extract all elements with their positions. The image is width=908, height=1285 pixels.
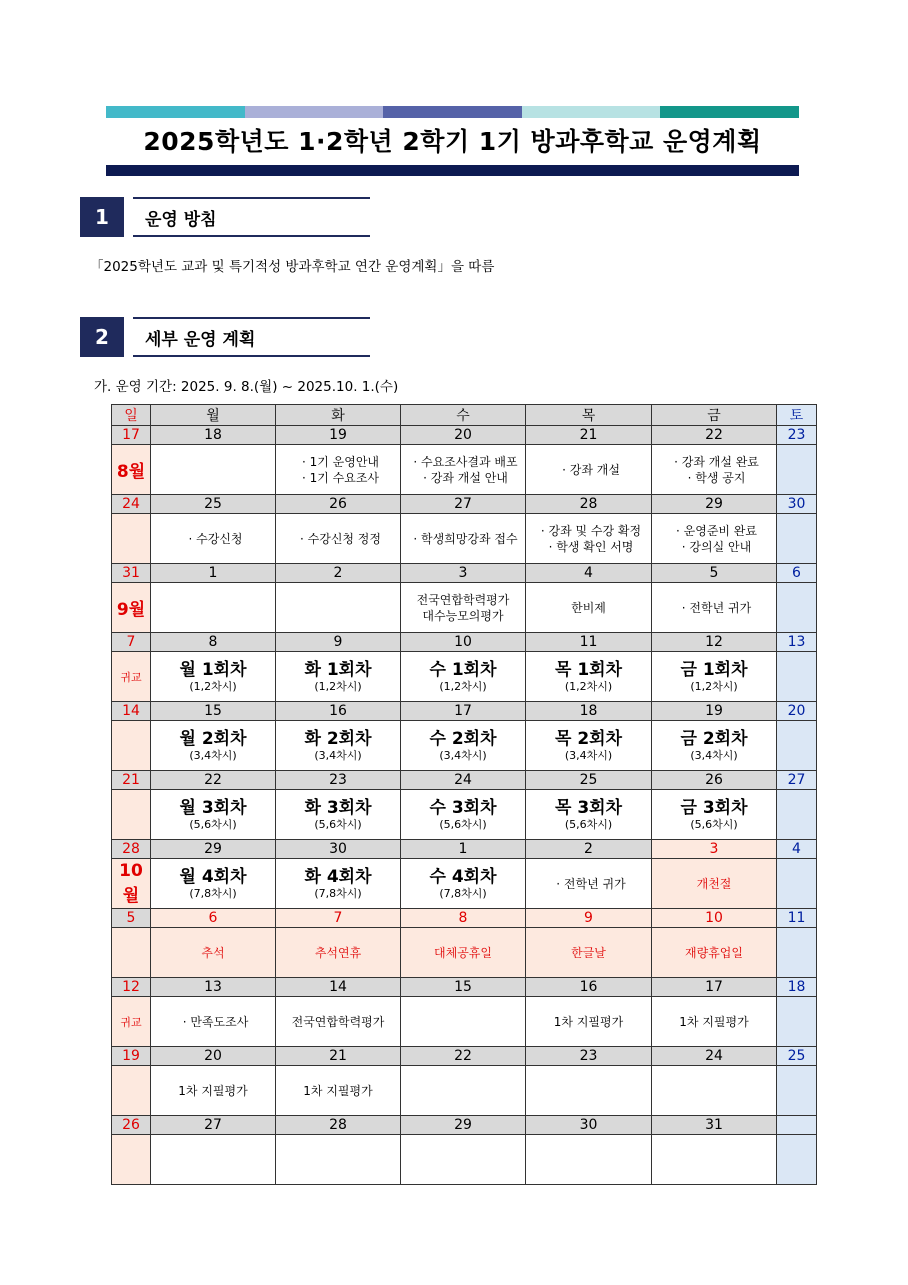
- date-number: 24: [401, 771, 526, 790]
- date-number: 12: [652, 633, 777, 652]
- session-periods: (5,6차시): [314, 817, 362, 831]
- day-cell: [777, 859, 817, 909]
- weekday-header: 금: [652, 405, 777, 426]
- date-number: 27: [777, 771, 817, 790]
- date-number: 13: [777, 633, 817, 652]
- color-segment: [106, 106, 245, 118]
- day-cell: [652, 790, 777, 840]
- day-cell: [151, 1135, 276, 1185]
- event-label: 한비제: [571, 600, 606, 615]
- session-label: 수 4회차: [429, 866, 497, 887]
- holiday-label: 대체공휴일: [434, 945, 492, 960]
- session-periods: (1,2차시): [189, 679, 237, 693]
- date-number: 11: [526, 633, 652, 652]
- month-label: 10월: [119, 861, 143, 906]
- day-cell: [777, 583, 817, 633]
- session-label: 화 2회차: [304, 728, 372, 749]
- date-number: 21: [276, 1047, 401, 1066]
- date-number: 7: [276, 909, 401, 928]
- session-label: 목 1회차: [554, 659, 622, 680]
- weekday-header: 목: [526, 405, 652, 426]
- day-cell: [276, 928, 401, 978]
- title-underline: [106, 165, 799, 176]
- week-label-cell: [112, 1066, 151, 1116]
- schedule-item: · 학생희망강좌 접수: [413, 531, 518, 546]
- date-number: 31: [652, 1116, 777, 1135]
- date-number: 23: [276, 771, 401, 790]
- date-number: 30: [777, 495, 817, 514]
- day-cell: [526, 583, 652, 633]
- week-label-cell: [112, 1135, 151, 1185]
- day-cell: [401, 997, 526, 1047]
- session-periods: (3,4차시): [564, 748, 613, 762]
- date-number: 3: [652, 840, 777, 859]
- session-label: 금 3회차: [680, 797, 748, 818]
- schedule-item: · 강좌 개설 완료: [674, 454, 759, 469]
- schedule-item: · 전학년 귀가: [556, 876, 626, 891]
- session-label: 금 1회차: [680, 659, 748, 680]
- date-number: 27: [401, 495, 526, 514]
- date-number: 5: [112, 909, 151, 928]
- section-2-title: 세부 운영 계획: [133, 317, 370, 357]
- schedule-item: · 강의실 안내: [681, 539, 752, 554]
- day-cell: [401, 790, 526, 840]
- day-cell: [276, 1135, 401, 1185]
- date-number: 10: [652, 909, 777, 928]
- day-cell: [276, 997, 401, 1047]
- event-label: 1차 지필평가: [553, 1014, 624, 1029]
- section-1-number: 1: [80, 197, 124, 237]
- schedule-item: · 강좌 개설: [562, 462, 620, 477]
- date-number: [777, 1116, 817, 1135]
- date-number: 29: [151, 840, 276, 859]
- session-label: 수 2회차: [429, 728, 497, 749]
- day-cell: [401, 859, 526, 909]
- date-number: 8: [401, 909, 526, 928]
- session-label: 월 1회차: [179, 659, 247, 680]
- date-number: 29: [401, 1116, 526, 1135]
- session-periods: (5,6차시): [564, 817, 613, 831]
- date-number: 21: [112, 771, 151, 790]
- day-cell: [652, 652, 777, 702]
- event-label: 1차 지필평가: [178, 1083, 248, 1098]
- day-cell: [401, 583, 526, 633]
- date-number: 10: [401, 633, 526, 652]
- date-number: 9: [276, 633, 401, 652]
- date-number: 30: [526, 1116, 652, 1135]
- date-number: 28: [276, 1116, 401, 1135]
- date-number: 18: [777, 978, 817, 997]
- week-label-cell: [112, 721, 151, 771]
- session-label: 금 2회차: [680, 728, 748, 749]
- day-cell: [526, 1135, 652, 1185]
- session-periods: (3,4차시): [690, 748, 738, 762]
- holiday-label: 한글날: [571, 945, 606, 960]
- session-periods: (7,8차시): [314, 886, 362, 900]
- date-number: 17: [401, 702, 526, 721]
- day-cell: [526, 514, 652, 564]
- day-cell: [652, 1135, 777, 1185]
- day-cell: [777, 445, 817, 495]
- week-label-cell: [112, 859, 151, 909]
- week-label-cell: [112, 445, 151, 495]
- day-cell: [526, 859, 652, 909]
- day-cell: [652, 514, 777, 564]
- day-cell: [526, 652, 652, 702]
- day-cell: [777, 514, 817, 564]
- date-number: 18: [151, 426, 276, 445]
- date-number: 25: [151, 495, 276, 514]
- date-number: 20: [401, 426, 526, 445]
- color-segment: [383, 106, 522, 118]
- event-label: 1차 지필평가: [303, 1083, 373, 1098]
- schedule-item: · 운영준비 완료: [676, 523, 757, 538]
- day-cell: [276, 721, 401, 771]
- date-number: 12: [112, 978, 151, 997]
- day-cell: [401, 514, 526, 564]
- day-cell: [652, 445, 777, 495]
- date-number: 15: [401, 978, 526, 997]
- month-label: 9월: [116, 600, 146, 620]
- date-number: 17: [652, 978, 777, 997]
- holiday-label: 개천절: [696, 876, 732, 891]
- weekday-header: 월: [151, 405, 276, 426]
- schedule-calendar: [111, 404, 817, 1185]
- date-number: 4: [526, 564, 652, 583]
- day-cell: [526, 1066, 652, 1116]
- event-label: 1차 지필평가: [679, 1014, 749, 1029]
- date-number: 16: [526, 978, 652, 997]
- day-cell: [652, 859, 777, 909]
- date-number: 26: [112, 1116, 151, 1135]
- schedule-item: · 수강신청 정정: [300, 531, 381, 546]
- day-cell: [151, 928, 276, 978]
- date-number: 2: [526, 840, 652, 859]
- date-number: 23: [526, 1047, 652, 1066]
- date-number: 25: [777, 1047, 817, 1066]
- schedule-item: · 1기 수요조사: [301, 470, 380, 485]
- weekday-header: 수: [401, 405, 526, 426]
- session-periods: (5,6차시): [189, 817, 237, 831]
- session-label: 목 3회차: [554, 797, 622, 818]
- date-number: 21: [526, 426, 652, 445]
- date-number: 22: [401, 1047, 526, 1066]
- week-label-cell: [112, 790, 151, 840]
- section-2-number: 2: [80, 317, 124, 357]
- schedule-item: · 수강신청: [188, 531, 243, 546]
- session-periods: (7,8차시): [439, 886, 487, 900]
- date-number: 6: [151, 909, 276, 928]
- date-number: 22: [151, 771, 276, 790]
- session-label: 화 3회차: [304, 797, 372, 818]
- day-cell: [151, 721, 276, 771]
- date-number: 6: [777, 564, 817, 583]
- month-label: 8월: [116, 462, 146, 482]
- holiday-label: 추석: [201, 945, 225, 960]
- week-label-cell: [112, 514, 151, 564]
- weekday-header: 화: [276, 405, 401, 426]
- date-number: 20: [777, 702, 817, 721]
- day-cell: [276, 445, 401, 495]
- session-periods: (3,4차시): [189, 748, 237, 762]
- day-cell: [276, 790, 401, 840]
- schedule-item: · 수요조사결과 배포: [413, 454, 518, 469]
- date-number: 14: [112, 702, 151, 721]
- day-cell: [777, 928, 817, 978]
- schedule-item: · 학생 확인 서명: [548, 539, 634, 554]
- date-number: 7: [112, 633, 151, 652]
- week-label-cell: [112, 928, 151, 978]
- day-cell: [401, 1135, 526, 1185]
- holiday-label: 재량휴업일: [685, 945, 743, 960]
- schedule-item: · 학생 공지: [687, 470, 746, 485]
- day-cell: [777, 1066, 817, 1116]
- session-label: 목 2회차: [554, 728, 622, 749]
- date-number: 1: [151, 564, 276, 583]
- event-label: 전국연합학력평가: [291, 1014, 385, 1029]
- week-label-cell: [112, 652, 151, 702]
- date-number: 30: [276, 840, 401, 859]
- session-periods: (3,4차시): [314, 748, 362, 762]
- day-cell: [526, 928, 652, 978]
- date-number: 24: [112, 495, 151, 514]
- schedule-item: · 만족도조사: [182, 1014, 249, 1029]
- date-number: 17: [112, 426, 151, 445]
- date-number: 11: [777, 909, 817, 928]
- event-label: 전국연합학력평가: [416, 592, 510, 607]
- date-number: 2: [276, 564, 401, 583]
- date-number: 31: [112, 564, 151, 583]
- color-segment: [660, 106, 799, 118]
- date-number: 28: [112, 840, 151, 859]
- session-periods: (3,4차시): [439, 748, 487, 762]
- day-cell: [777, 790, 817, 840]
- session-periods: (1,2차시): [314, 679, 362, 693]
- day-cell: [652, 1066, 777, 1116]
- day-cell: [151, 445, 276, 495]
- day-cell: [151, 997, 276, 1047]
- day-cell: [401, 928, 526, 978]
- date-number: 8: [151, 633, 276, 652]
- date-number: 29: [652, 495, 777, 514]
- day-cell: [276, 514, 401, 564]
- day-cell: [401, 721, 526, 771]
- session-periods: (1,2차시): [564, 679, 613, 693]
- week-label-cell: [112, 583, 151, 633]
- day-cell: [652, 928, 777, 978]
- session-label: 월 4회차: [179, 866, 247, 887]
- date-number: 9: [526, 909, 652, 928]
- color-segment: [245, 106, 384, 118]
- schedule-item: · 1기 운영안내: [301, 454, 380, 469]
- day-cell: [526, 790, 652, 840]
- day-cell: [401, 445, 526, 495]
- event-label: 대수능모의평가: [422, 608, 504, 623]
- day-cell: [526, 445, 652, 495]
- day-cell: [151, 514, 276, 564]
- day-cell: [151, 583, 276, 633]
- session-periods: (1,2차시): [690, 679, 738, 693]
- session-label: 월 3회차: [179, 797, 247, 818]
- date-number: 26: [652, 771, 777, 790]
- day-cell: [777, 1135, 817, 1185]
- date-number: 23: [777, 426, 817, 445]
- date-number: 19: [276, 426, 401, 445]
- day-cell: [401, 652, 526, 702]
- schedule-item: · 강좌 개설 안내: [423, 470, 508, 485]
- date-number: 27: [151, 1116, 276, 1135]
- day-cell: [151, 859, 276, 909]
- day-cell: [276, 859, 401, 909]
- color-segment: [522, 106, 661, 118]
- date-number: 22: [652, 426, 777, 445]
- day-cell: [401, 1066, 526, 1116]
- weekday-header: 일: [112, 405, 151, 426]
- date-number: 25: [526, 771, 652, 790]
- day-cell: [652, 721, 777, 771]
- day-cell: [777, 652, 817, 702]
- date-number: 5: [652, 564, 777, 583]
- date-number: 4: [777, 840, 817, 859]
- schedule-item: · 강좌 및 수강 확정: [540, 523, 642, 538]
- holiday-label: 추석연휴: [314, 945, 362, 960]
- date-number: 14: [276, 978, 401, 997]
- header-color-bar: [106, 106, 799, 118]
- session-label: 화 4회차: [304, 866, 372, 887]
- section-1-text: 「2025학년도 교과 및 특기적성 방과후학교 연간 운영계획」을 따름: [90, 259, 495, 275]
- date-number: 20: [151, 1047, 276, 1066]
- date-number: 3: [401, 564, 526, 583]
- note-label: 귀교: [120, 670, 142, 684]
- day-cell: [151, 1066, 276, 1116]
- date-number: 13: [151, 978, 276, 997]
- date-number: 15: [151, 702, 276, 721]
- day-cell: [276, 652, 401, 702]
- session-label: 월 2회차: [179, 728, 247, 749]
- session-periods: (1,2차시): [439, 679, 487, 693]
- week-label-cell: [112, 997, 151, 1047]
- weekday-header: 토: [777, 405, 817, 426]
- day-cell: [652, 583, 777, 633]
- date-number: 26: [276, 495, 401, 514]
- day-cell: [777, 997, 817, 1047]
- day-cell: [526, 997, 652, 1047]
- day-cell: [151, 652, 276, 702]
- day-cell: [526, 721, 652, 771]
- date-number: 18: [526, 702, 652, 721]
- operation-period: 가. 운영 기간: 2025. 9. 8.(월) ~ 2025.10. 1.(수): [94, 379, 399, 395]
- session-label: 수 3회차: [429, 797, 497, 818]
- date-number: 16: [276, 702, 401, 721]
- section-1-title: 운영 방침: [133, 197, 370, 237]
- day-cell: [276, 583, 401, 633]
- session-periods: (5,6차시): [439, 817, 487, 831]
- session-periods: (5,6차시): [690, 817, 738, 831]
- schedule-item: · 전학년 귀가: [681, 600, 752, 615]
- session-label: 수 1회차: [429, 659, 497, 680]
- day-cell: [276, 1066, 401, 1116]
- document-title: 2025학년도 1·2학년 2학기 1기 방과후학교 운영계획: [143, 127, 762, 156]
- day-cell: [652, 997, 777, 1047]
- session-periods: (7,8차시): [189, 886, 237, 900]
- session-label: 화 1회차: [304, 659, 372, 680]
- date-number: 1: [401, 840, 526, 859]
- date-number: 19: [652, 702, 777, 721]
- day-cell: [777, 721, 817, 771]
- note-label: 귀교: [120, 1015, 142, 1029]
- day-cell: [151, 790, 276, 840]
- date-number: 28: [526, 495, 652, 514]
- date-number: 24: [652, 1047, 777, 1066]
- date-number: 19: [112, 1047, 151, 1066]
